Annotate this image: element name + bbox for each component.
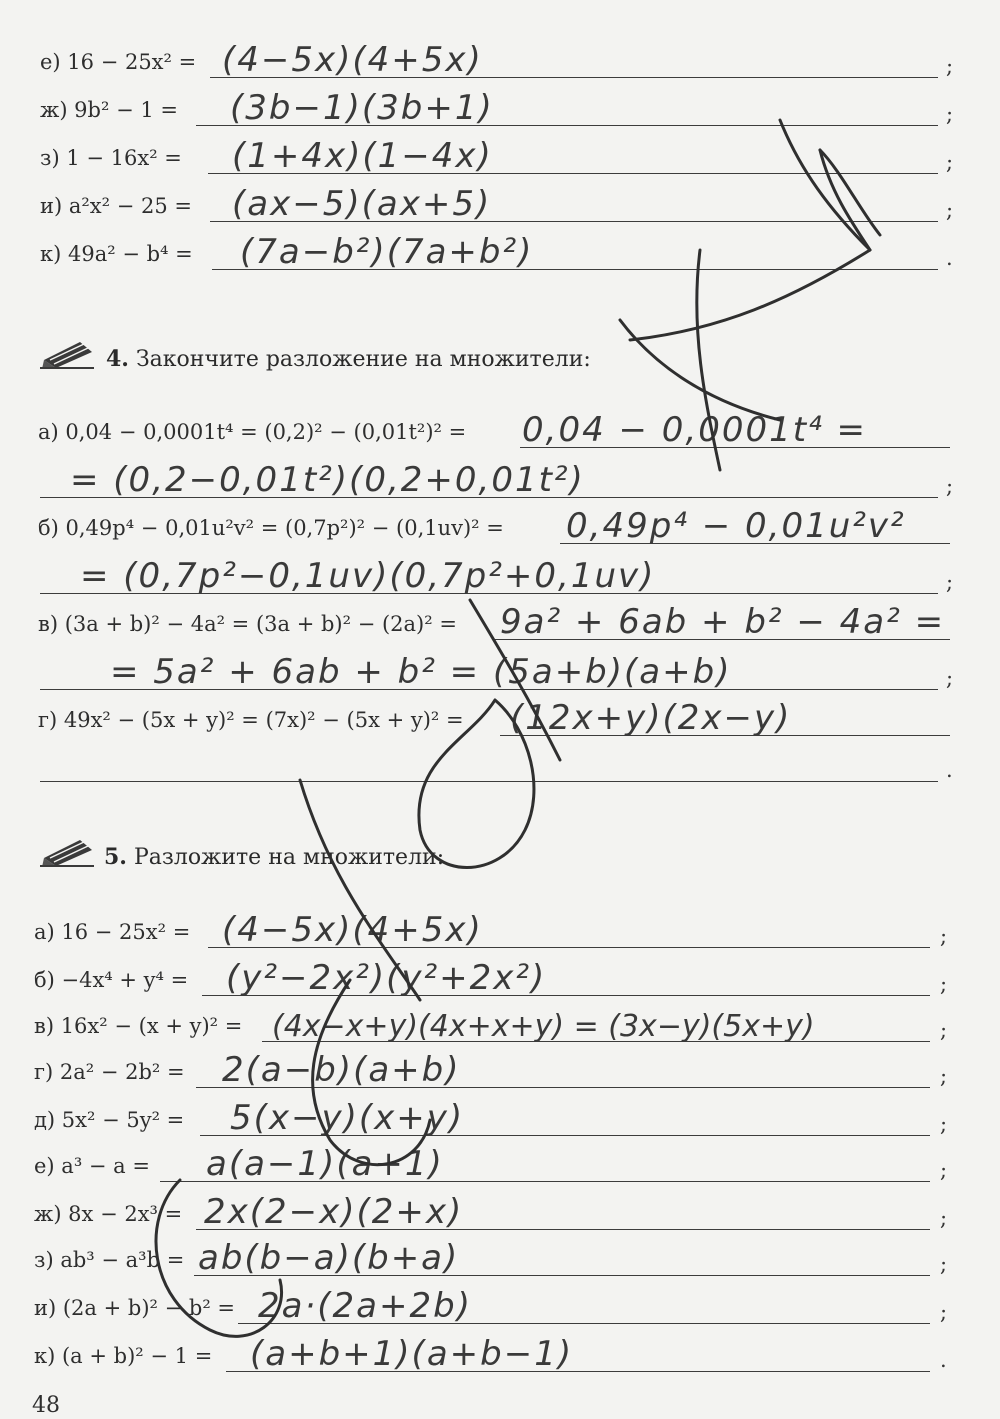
- handwritten-answer: (4−5x)(4+5x): [222, 40, 483, 80]
- task5-item-v: [0, 1009, 1000, 1046]
- handwritten-answer: (12x+y)(2x−y): [510, 698, 792, 738]
- line-end-mark: ;: [946, 102, 954, 126]
- task5-item-zh: [0, 1192, 1000, 1234]
- exercise-label: в) (3a + b)² − 4a² = (3a + b)² − (2a)² =: [38, 612, 457, 636]
- task-title: Разложите на множители:: [133, 845, 445, 870]
- handwritten-answer: (ax−5)(ax+5): [232, 184, 492, 224]
- handwritten-answer: (3b−1)(3b+1): [230, 88, 494, 128]
- task5-item-a: [0, 910, 1000, 952]
- task-title: Закончите разложение на множители:: [135, 347, 591, 372]
- handwritten-answer: 2x(2−x)(2+x): [204, 1192, 464, 1232]
- task4-item-b-line1: [0, 506, 1000, 548]
- exercise-label: к) 49a² − b⁴ =: [40, 242, 193, 266]
- line-end-mark: .: [946, 758, 953, 782]
- line-end-mark: ;: [940, 1252, 948, 1276]
- handwritten-answer: (4−5x)(4+5x): [222, 910, 483, 950]
- exercise-label: а) 0,04 − 0,0001t⁴ = (0,2)² − (0,01t²)² =: [38, 420, 467, 444]
- handwritten-answer: 5(x−y)(x+y): [230, 1098, 465, 1138]
- task3-row-e: [0, 40, 1000, 82]
- line-end-mark: ;: [940, 1064, 948, 1088]
- exercise-label: б) 0,49p⁴ − 0,01u²v² = (0,7p²)² − (0,1uv)² =: [38, 516, 504, 540]
- task4-item-g-line2: [0, 752, 1000, 786]
- exercise-label: д) 5x² − 5y² =: [34, 1108, 185, 1132]
- exercise-label: б) −4x⁴ + y⁴ =: [34, 968, 189, 992]
- exercise-label: г) 2a² − 2b² =: [34, 1060, 185, 1084]
- answer-line: [40, 781, 938, 782]
- exercise-label: ж) 9b² − 1 =: [40, 98, 178, 122]
- line-end-mark: ;: [940, 972, 948, 996]
- exercise-label: а) 16 − 25x² =: [34, 920, 191, 944]
- task5-item-e: [0, 1144, 1000, 1186]
- exercise-label: в) 16x² − (x + y)² =: [34, 1014, 243, 1038]
- task3-row-i: [0, 184, 1000, 226]
- handwritten-answer: (7a−b²)(7a+b²): [240, 232, 534, 272]
- handwritten-answer: (a+b+1)(a+b−1): [250, 1334, 574, 1374]
- line-end-mark: ;: [946, 570, 954, 594]
- handwritten-answer: 2a·(2a+2b): [258, 1286, 472, 1326]
- handwritten-answer: (4x−x+y)(4x+x+y) = (3x−y)(5x+y): [272, 1009, 815, 1044]
- task-number: 4.: [106, 346, 129, 372]
- task4-item-a-line2: [0, 460, 1000, 502]
- line-end-mark: ;: [940, 924, 948, 948]
- task5-item-g: [0, 1050, 1000, 1092]
- task5-item-z: [0, 1238, 1000, 1280]
- handwritten-answer: 2(a−b)(a+b): [222, 1050, 461, 1090]
- task5-item-i: [0, 1286, 1000, 1328]
- task3-row-zh: [0, 88, 1000, 130]
- line-end-mark: .: [946, 246, 953, 270]
- handwritten-answer: = (0,2−0,01t²)(0,2+0,01t²): [70, 460, 585, 500]
- exercise-label: г) 49x² − (5x + y)² = (7x)² − (5x + y)² =: [38, 708, 464, 732]
- line-end-mark: ;: [940, 1018, 948, 1042]
- line-end-mark: ;: [940, 1158, 948, 1182]
- pencil-icon: [40, 338, 96, 370]
- task4-item-v-line1: [0, 602, 1000, 644]
- line-end-mark: ;: [946, 54, 954, 78]
- handwritten-answer: = (0,7p²−0,1uv)(0,7p²+0,1uv): [80, 556, 656, 596]
- exercise-label: е) a³ − a =: [34, 1154, 150, 1178]
- handwritten-answer: ab(b−a)(b+a): [198, 1238, 460, 1278]
- line-end-mark: ;: [946, 198, 954, 222]
- handwritten-answer: = 5a² + 6ab + b² = (5a+b)(a+b): [110, 652, 732, 692]
- page-number: 48: [32, 1393, 60, 1418]
- line-end-mark: ;: [946, 150, 954, 174]
- exercise-label: и) (2a + b)² − b² =: [34, 1296, 236, 1320]
- handwritten-answer: a(a−1)(a+1): [206, 1144, 444, 1184]
- line-end-mark: .: [940, 1348, 947, 1372]
- line-end-mark: ;: [940, 1112, 948, 1136]
- task4-item-b-line2: [0, 556, 1000, 598]
- exercise-label: з) ab³ − a³b =: [34, 1248, 185, 1272]
- line-end-mark: ;: [946, 666, 954, 690]
- handwritten-answer: 9a² + 6ab + b² − 4a² =: [500, 602, 946, 642]
- pencil-icon: [40, 836, 96, 868]
- task3-row-k: [0, 232, 1000, 274]
- task-number: 5.: [104, 844, 127, 870]
- task4-item-g-line1: [0, 698, 1000, 740]
- exercise-label: ж) 8x − 2x³ =: [34, 1202, 183, 1226]
- exercise-label: е) 16 − 25x² =: [40, 50, 197, 74]
- task3-row-z: [0, 136, 1000, 178]
- task4-item-v-line2: [0, 652, 1000, 694]
- handwritten-answer: 0,49p⁴ − 0,01u²v²: [566, 506, 906, 546]
- handwritten-answer: 0,04 − 0,0001t⁴ =: [522, 410, 868, 450]
- line-end-mark: ;: [940, 1206, 948, 1230]
- task4-item-a-line1: [0, 410, 1000, 452]
- exercise-label: з) 1 − 16x² =: [40, 146, 182, 170]
- handwritten-answer: (1+4x)(1−4x): [232, 136, 493, 176]
- line-end-mark: ;: [946, 474, 954, 498]
- handwritten-answer: (y²−2x²)(y²+2x²): [226, 958, 547, 998]
- exercise-label: к) (a + b)² − 1 =: [34, 1344, 213, 1368]
- task5-item-d: [0, 1098, 1000, 1140]
- line-end-mark: ;: [940, 1300, 948, 1324]
- task5-item-b: [0, 958, 1000, 1000]
- exercise-label: и) a²x² − 25 =: [40, 194, 193, 218]
- task5-item-k: [0, 1334, 1000, 1376]
